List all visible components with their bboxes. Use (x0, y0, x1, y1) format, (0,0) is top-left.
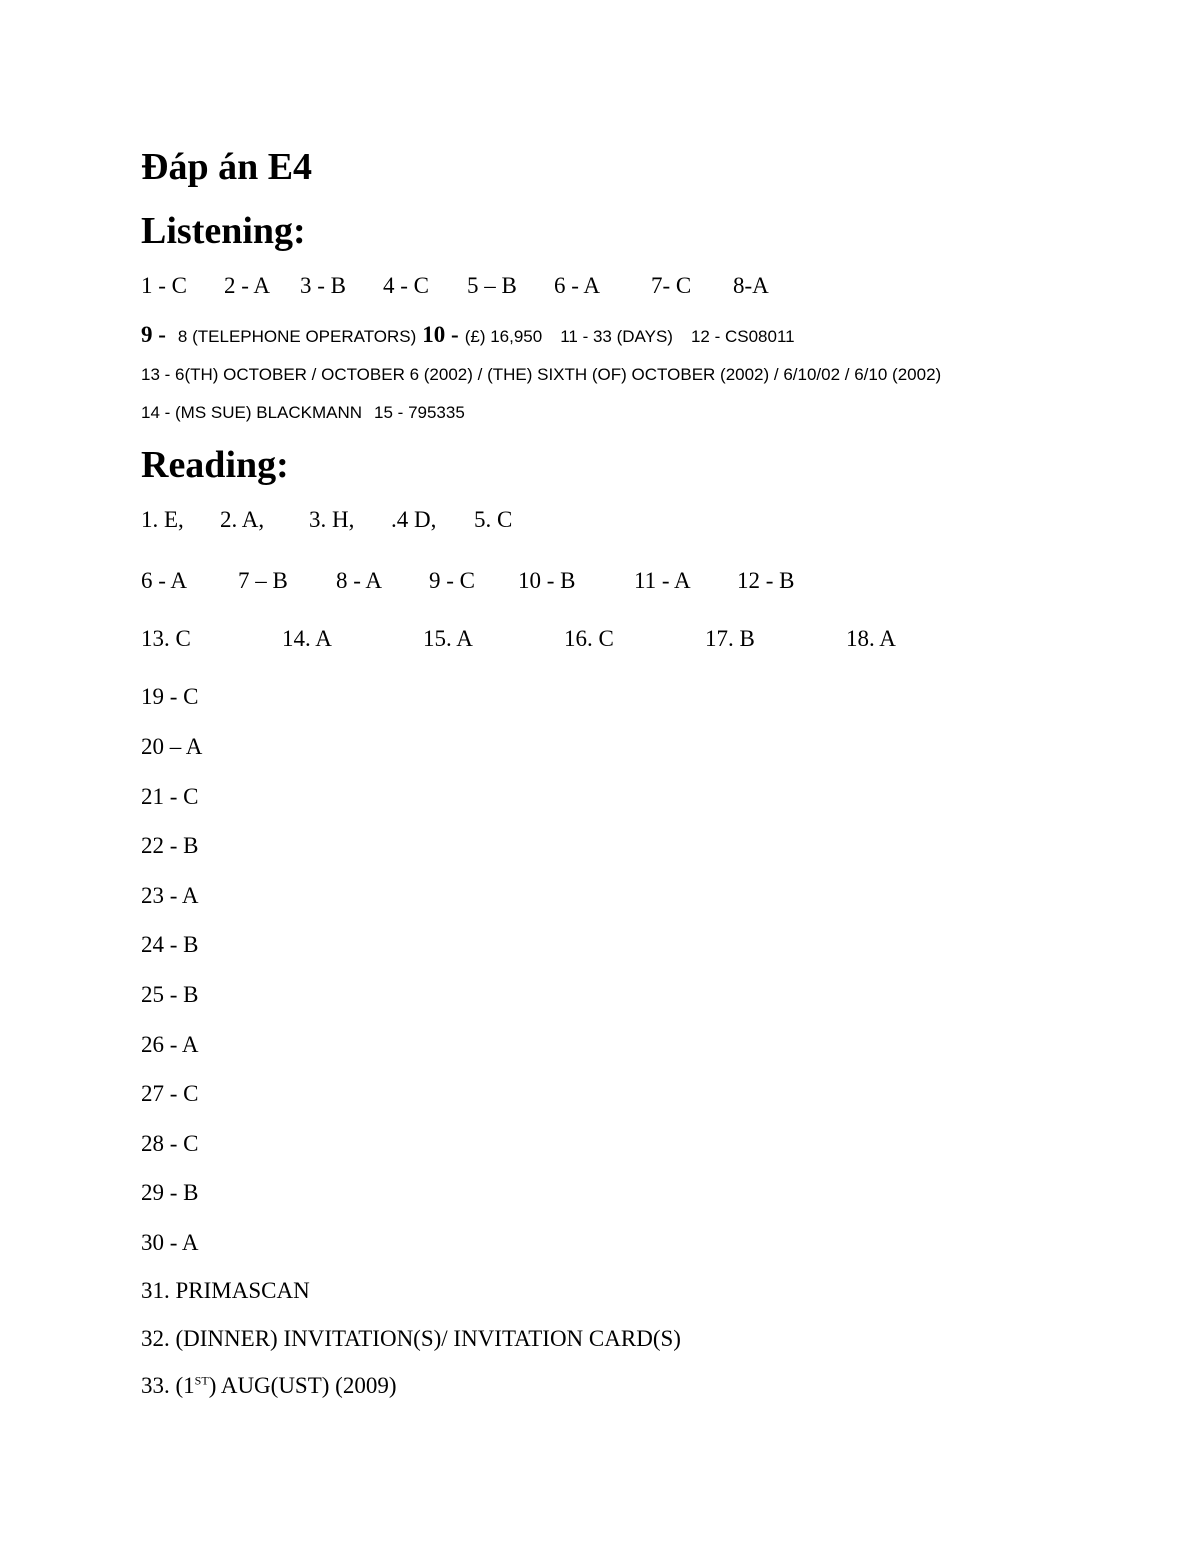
answer-item: 7 – B (238, 568, 288, 593)
answer-31: 31. PRIMASCAN (141, 1278, 310, 1303)
answer-item: 1. E, (141, 507, 184, 532)
answer-33-prefix: 33. (1 (141, 1373, 195, 1398)
answer-item: 11 - A (634, 568, 691, 593)
listening-line-14 (141, 404, 465, 421)
answer-item: 4 - C (383, 273, 429, 298)
list-item: 27 - C (141, 1081, 199, 1106)
answer-item: 13. C (141, 626, 191, 651)
list-item: 28 - C (141, 1131, 199, 1156)
answer-32: 32. (DINNER) INVITATION(S)/ INVITATION CARD(S) (141, 1326, 681, 1351)
answer-item: 10 - B (518, 568, 576, 593)
list-item: 30 - A (141, 1230, 199, 1255)
page-title: Đáp án E4 (141, 146, 313, 188)
list-item: 21 - C (141, 784, 199, 809)
answer-number: 10 - (422, 322, 459, 347)
listening-row-1 (141, 274, 769, 297)
answer-item: 2 - A (224, 273, 270, 298)
answer-item: 5. C (474, 507, 513, 532)
list-item: 22 - B (141, 833, 199, 858)
reading-heading: Reading: (141, 444, 289, 486)
ordinal-superscript: ST (194, 1373, 209, 1388)
answer-item: 15. A (423, 626, 473, 651)
answer-item: 16. C (564, 626, 614, 651)
answer-item: 9 - C (429, 568, 475, 593)
list-item: 19 - C (141, 684, 199, 709)
answer-33 (141, 1374, 397, 1397)
answer-item: 3 - B (300, 273, 346, 298)
answer-item: 8 - A (336, 568, 382, 593)
reading-row-2 (141, 569, 795, 592)
answer-item: 1 - C (141, 273, 187, 298)
reading-row-1 (141, 508, 512, 531)
listening-heading: Listening: (141, 210, 306, 252)
answer-value: 11 - 33 (DAYS) (560, 327, 673, 346)
answer-item: 7- C (651, 273, 692, 298)
answer-item: 18. A (846, 626, 896, 651)
answer-item: 2. A, (220, 507, 265, 532)
answer-value: 15 - 795335 (374, 403, 465, 422)
answer-item: 5 – B (467, 273, 517, 298)
answer-value: 14 - (MS SUE) BLACKMANN (141, 403, 363, 422)
list-item: 25 - B (141, 982, 199, 1007)
answer-number: 9 - (141, 322, 166, 347)
list-item: 23 - A (141, 883, 199, 908)
list-item: 29 - B (141, 1180, 199, 1205)
answer-value: 8 (TELEPHONE OPERATORS) (177, 327, 417, 346)
answer-item: .4 D, (391, 507, 437, 532)
list-item: 26 - A (141, 1032, 199, 1057)
list-item: 20 – A (141, 734, 203, 759)
answer-item: 12 - B (737, 568, 795, 593)
list-item: 24 - B (141, 932, 199, 957)
answer-value: (£) 16,950 (464, 327, 543, 346)
reading-row-3 (141, 627, 896, 650)
answer-item: 14. A (282, 626, 332, 651)
answer-item: 6 - A (141, 568, 187, 593)
listening-line-9 (141, 323, 795, 346)
answer-item: 8-A (733, 273, 769, 298)
listening-line-13: 13 - 6(TH) OCTOBER / OCTOBER 6 (2002) / (THE) SIXTH (OF) OCTOBER (2002) / 6/10/02 / 6/10 (2002) (141, 365, 942, 384)
answer-value: 12 - CS08011 (690, 327, 795, 346)
answer-item: 17. B (705, 626, 755, 651)
answer-33-suffix: ) AUG(UST) (2009) (208, 1373, 397, 1398)
answer-item: 3. H, (309, 507, 355, 532)
answer-item: 6 - A (554, 273, 600, 298)
